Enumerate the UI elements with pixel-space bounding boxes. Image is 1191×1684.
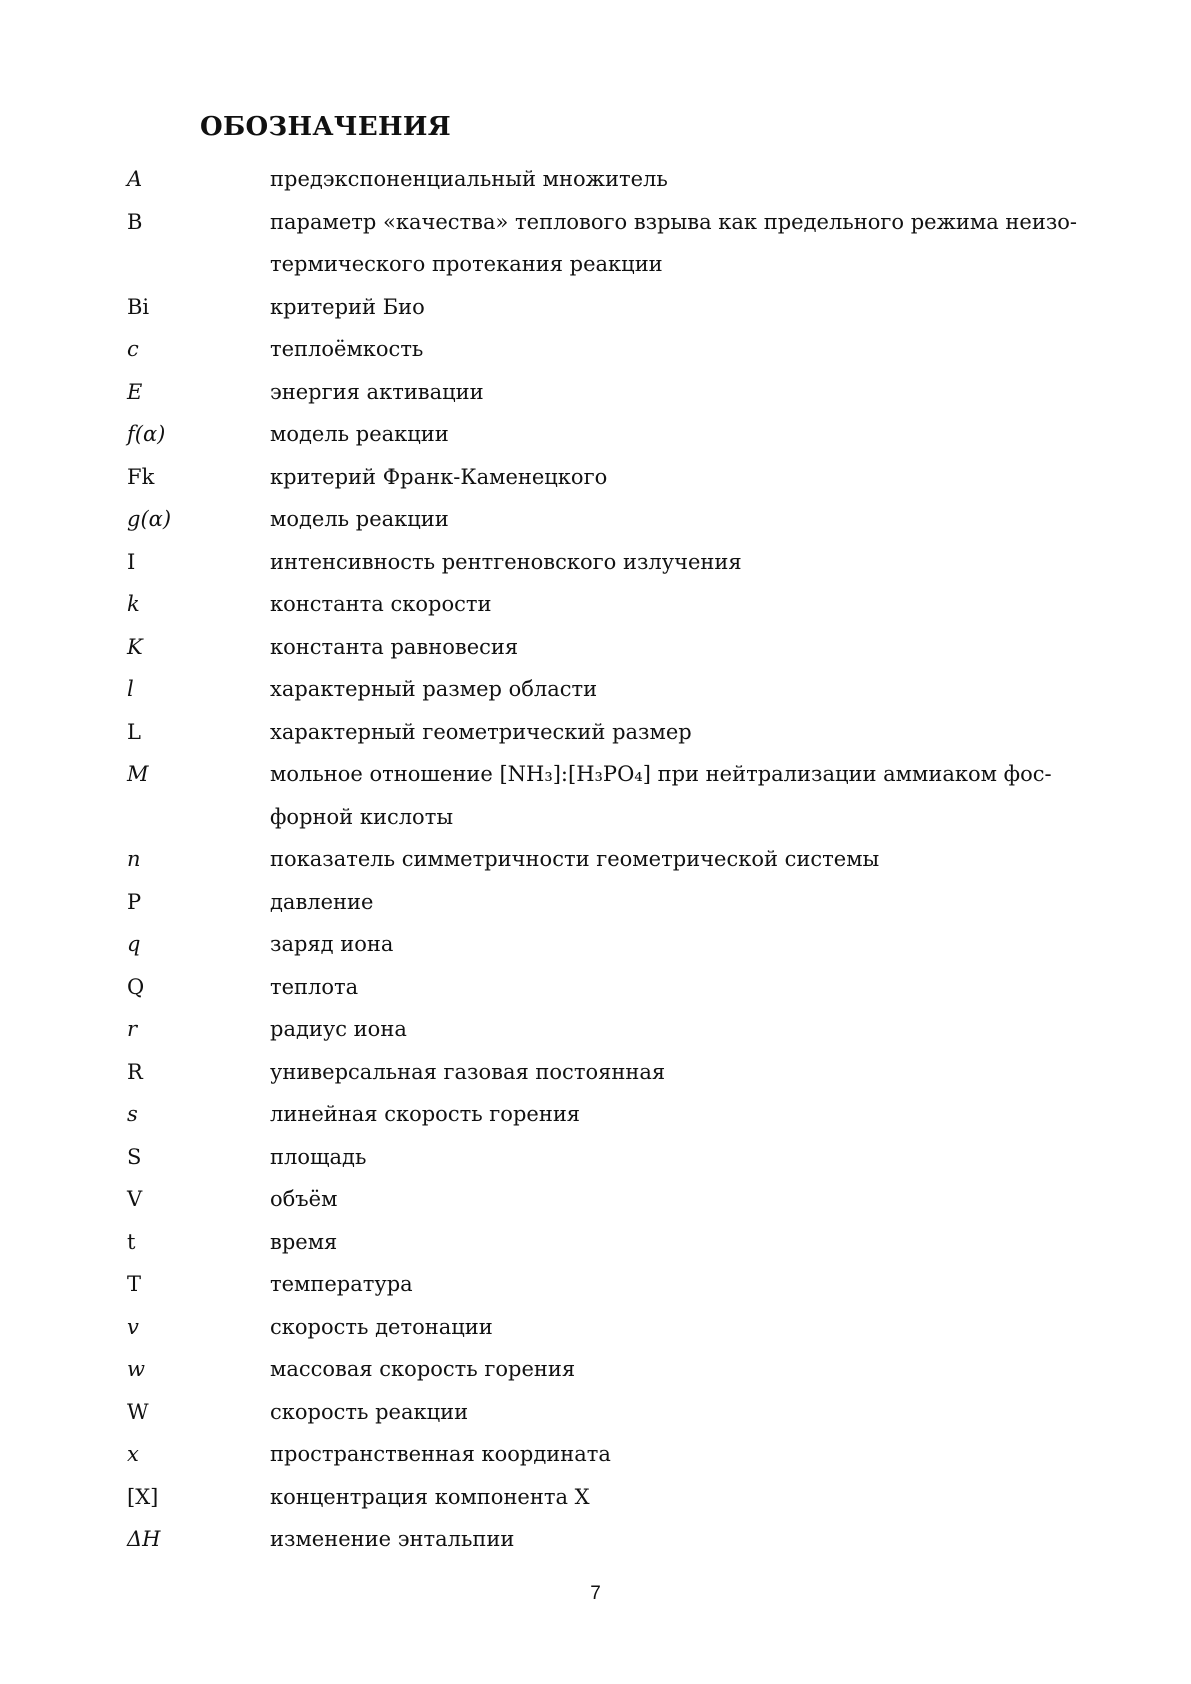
description-line: объём [270, 1187, 338, 1211]
description-line: константа равновесия [270, 634, 519, 659]
notation-description [270, 1008, 1077, 1051]
description-line: массовая скорость горения [270, 1357, 576, 1381]
description-line: показатель симметричности геометрической системы [270, 847, 880, 871]
notation-symbol: [X] [127, 1484, 159, 1509]
notation-symbol: w [127, 1357, 145, 1381]
description-line: давление [270, 889, 374, 914]
notation-description [270, 1306, 1077, 1349]
notation-row [127, 1306, 1077, 1349]
description-line: характерный размер области [270, 677, 598, 701]
notation-list [127, 158, 1077, 1561]
description-line: время [270, 1229, 338, 1254]
description-line: скорость детонации [270, 1314, 493, 1339]
description-line: модель реакции [270, 507, 449, 531]
notation-symbol: l [127, 677, 134, 701]
notation-symbol: R [127, 1059, 143, 1084]
notation-description [270, 1518, 1077, 1561]
description-line: форной кислоты [270, 804, 454, 829]
description-line: мольное отношение [NH₃]:[H₃PO₄] при нейтрализации аммиаком фос- [270, 762, 1052, 786]
description-line: интенсивность рентгеновского излучения [270, 549, 742, 574]
notation-row [127, 328, 1077, 371]
notation-row [127, 1263, 1077, 1306]
notation-row [127, 1136, 1077, 1179]
notation-description [270, 923, 1077, 966]
notation-symbol: T [127, 1272, 142, 1296]
notation-description [270, 1178, 1077, 1221]
notation-symbol: P [127, 889, 142, 914]
description-line: концентрация компонента X [270, 1484, 590, 1509]
notation-description [270, 541, 1077, 584]
notation-description [270, 413, 1077, 456]
description-line: энергия активации [270, 379, 484, 404]
description-line: температура [270, 1272, 413, 1296]
notation-symbol: q [127, 932, 141, 956]
page-number: 7 [590, 1583, 601, 1604]
notation-row [127, 1348, 1077, 1391]
description-line: теплоёмкость [270, 337, 424, 361]
notation-description [270, 1136, 1077, 1179]
notation-row [127, 541, 1077, 584]
notation-row [127, 1476, 1077, 1519]
description-line: термического протекания реакции [270, 252, 663, 276]
notation-description [270, 838, 1077, 881]
notation-symbol: f(α) [127, 422, 166, 446]
notation-description [270, 966, 1077, 1009]
description-line: константа скорости [270, 592, 492, 616]
description-line: универсальная газовая постоянная [270, 1059, 666, 1084]
notation-symbol: Fk [127, 464, 155, 489]
notation-description [270, 328, 1077, 371]
description-line: радиус иона [270, 1017, 407, 1041]
notation-row [127, 1093, 1077, 1136]
notation-row [127, 498, 1077, 541]
notation-row [127, 626, 1077, 669]
description-line: скорость реакции [270, 1399, 469, 1424]
notation-description [270, 1263, 1077, 1306]
notation-row [127, 583, 1077, 626]
notation-symbol: g(α) [127, 507, 172, 531]
description-line: характерный геометрический размер [270, 719, 692, 744]
notation-row [127, 1221, 1077, 1264]
notation-symbol: Bi [127, 294, 150, 319]
notation-row [127, 286, 1077, 329]
notation-symbol: W [127, 1399, 149, 1424]
notation-description [270, 626, 1077, 669]
notation-description [270, 583, 1077, 626]
description-line: площадь [270, 1144, 367, 1169]
notation-description [270, 456, 1077, 499]
notation-symbol: B [127, 209, 143, 234]
notation-row [127, 838, 1077, 881]
description-line: теплота [270, 974, 359, 999]
notation-description [270, 668, 1077, 711]
notation-description [270, 1051, 1077, 1094]
page-title: ОБОЗНАЧЕНИЯ [200, 112, 451, 142]
description-line: предэкспоненциальный множитель [270, 167, 668, 191]
notation-row [127, 1051, 1077, 1094]
notation-symbol: M [127, 762, 149, 786]
notation-symbol: x [127, 1442, 139, 1466]
notation-symbol: s [127, 1102, 138, 1126]
notation-symbol: L [127, 719, 141, 744]
notation-description [270, 158, 1077, 201]
notation-symbol: n [127, 847, 141, 871]
notation-row [127, 881, 1077, 924]
notation-symbol: ΔH [127, 1527, 161, 1551]
description-line: изменение энтальпии [270, 1527, 515, 1551]
notation-symbol: c [127, 337, 139, 361]
description-line: пространственная координата [270, 1442, 611, 1466]
notation-row [127, 1518, 1077, 1561]
notation-symbol: A [127, 167, 143, 191]
description-line: параметр «качества» теплового взрыва как предельного режима неизо- [270, 209, 1078, 234]
notation-symbol: t [127, 1229, 136, 1254]
notation-description [270, 1348, 1077, 1391]
notation-description [270, 498, 1077, 541]
description-line: критерий Био [270, 294, 425, 319]
notation-description [270, 1221, 1077, 1264]
notation-description [270, 1433, 1077, 1476]
notation-description [270, 711, 1077, 754]
notation-symbol: Q [127, 974, 145, 999]
notation-symbol: I [127, 549, 136, 574]
notation-row [127, 668, 1077, 711]
notation-row [127, 1178, 1077, 1221]
notation-description [270, 286, 1077, 329]
notation-description [270, 881, 1077, 924]
notation-row [127, 1008, 1077, 1051]
notation-row [127, 966, 1077, 1009]
notation-row [127, 371, 1077, 414]
notation-symbol: E [127, 379, 143, 404]
notation-description [270, 201, 1077, 286]
notation-row [127, 201, 1077, 286]
notation-row [127, 413, 1077, 456]
notation-row [127, 923, 1077, 966]
notation-description [270, 371, 1077, 414]
notation-description [270, 1476, 1077, 1519]
notation-symbol: S [127, 1144, 142, 1169]
notation-symbol: K [127, 634, 143, 659]
notation-symbol: V [127, 1187, 143, 1211]
description-line: модель реакции [270, 422, 449, 446]
notation-row [127, 753, 1077, 838]
notation-symbol: k [127, 592, 140, 616]
description-line: заряд иона [270, 932, 394, 956]
notation-description [270, 1391, 1077, 1434]
notation-row [127, 1433, 1077, 1476]
notation-description [270, 753, 1077, 838]
notation-row [127, 158, 1077, 201]
notation-row [127, 711, 1077, 754]
notation-symbol: v [127, 1314, 139, 1339]
notation-row [127, 1391, 1077, 1434]
description-line: критерий Франк-Каменецкого [270, 464, 608, 489]
notation-description [270, 1093, 1077, 1136]
notation-row [127, 456, 1077, 499]
description-line: линейная скорость горения [270, 1102, 581, 1126]
notation-symbol: r [127, 1017, 138, 1041]
